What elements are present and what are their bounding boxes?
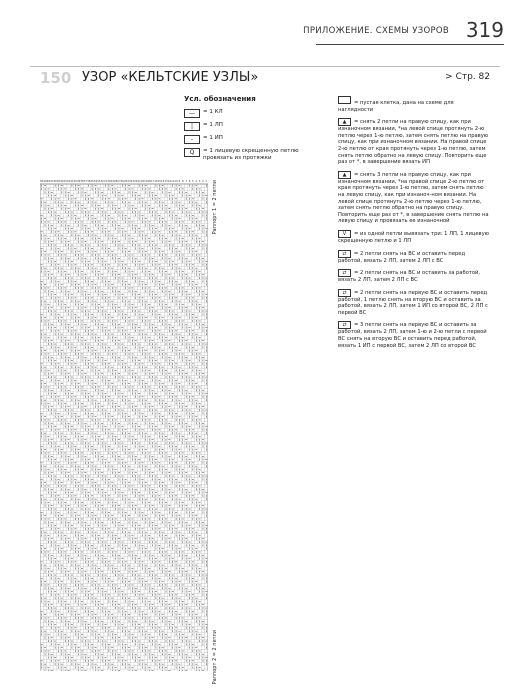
stitch-symbol-icon: ▲ [338, 118, 351, 126]
column-number: 11 [171, 180, 175, 183]
column-number: 47 [50, 180, 54, 183]
column-number: 28 [113, 180, 118, 183]
column-number: 9 [178, 180, 181, 183]
column-number: 8 [181, 180, 184, 183]
legend-item [184, 135, 324, 144]
stitch-symbol-icon: V [338, 230, 351, 238]
column-number: 18 [147, 180, 151, 183]
page-number: 319 [465, 18, 504, 42]
note-text: = 2 петли снять на ВС и оставить перед работой, вязать 2 ЛП, затем 2 ЛП с ВС [338, 250, 466, 264]
column-number: 31 [103, 180, 108, 183]
column-number: 39 [76, 180, 81, 183]
cable-symbol-icon: ⇄ [338, 289, 351, 297]
note-item [338, 250, 490, 265]
column-number: 16 [154, 180, 158, 183]
legend-text: = 1 КЛ [203, 109, 223, 115]
column-number: 6 [188, 180, 191, 183]
section-title: ПРИЛОЖЕНИЕ. СХЕМЫ УЗОРОВ [303, 26, 449, 36]
column-number: 41 [70, 180, 74, 183]
column-number: 45 [56, 180, 61, 183]
column-number: 12 [167, 180, 172, 183]
cable-symbol-icon: ⇄ [338, 269, 351, 277]
note-item [338, 230, 490, 245]
column-number: 14 [160, 180, 165, 183]
column-number: 30 [107, 180, 111, 183]
legend-text: = 1 лицевую скрещенную петлю провязать из протяжки [203, 148, 299, 161]
column-number: 49 [43, 180, 47, 183]
column-number: 37 [83, 180, 88, 183]
note-text: = снять 3 петли на правую спицу, как при изнаночном вязании, *на правой спице 2-ю петлю от края протянуть через 1-ю петлю, затем снять петлю на левую спицу, как при изнаноч-ном вязании. На левой спице протянуть 2-ю петлю через 1-ю петлю, затем снять петлю обратно на правую спицу. Повторить еще раз от *, в завершение снять петлю на левую спицу и провязать ее изнаночной [338, 171, 489, 225]
column-number: 36 [87, 180, 91, 183]
column-number: 10 [174, 180, 178, 183]
cable-symbol-icon: ⇄ [338, 250, 351, 258]
column-number: 29 [110, 180, 114, 183]
note-item [338, 96, 490, 113]
column-number: 20 [140, 180, 145, 183]
column-number: 5 [192, 180, 194, 183]
note-item [338, 269, 490, 284]
column-number: 19 [144, 180, 148, 183]
legend-item [184, 109, 324, 118]
column-number: 21 [137, 180, 141, 183]
column-number: 40 [73, 180, 77, 183]
symbol-icon: — [184, 109, 200, 118]
pattern-number: 150 [40, 69, 72, 87]
column-number: 32 [100, 180, 104, 183]
symbol-icon: - [184, 135, 200, 144]
legend-heading: Усл. обозначения [184, 95, 256, 103]
column-number: 35 [90, 180, 94, 183]
legend-text: = 1 ЛП [203, 122, 223, 128]
note-item [338, 321, 490, 349]
column-number: 33 [97, 180, 101, 183]
legend-text: = 1 ИП [203, 135, 223, 141]
column-number: 25 [124, 180, 128, 183]
note-text: = 3 петли снять на первую ВС и оставить за работой, вязать 2 ЛП, затем 1-ю и 2-ю петли с первой ВС снять на вторую ВС и оставить перед работой, вязать 1 ИП с первой ВС, затем 2 ЛП со второй ВС [338, 322, 487, 349]
cable-symbol-icon: ⇄ [338, 321, 351, 329]
column-number: 26 [120, 180, 124, 183]
legend-item [184, 148, 324, 162]
note-item [338, 171, 490, 225]
column-number: 1 [205, 180, 208, 183]
knitting-chart [40, 176, 208, 671]
column-number: 13 [164, 180, 168, 183]
column-number: 27 [117, 180, 121, 183]
column-number: 7 [185, 180, 187, 183]
note-item [338, 118, 490, 166]
column-number: 22 [134, 180, 138, 183]
column-number: 3 [198, 180, 201, 183]
column-number: 17 [150, 180, 155, 183]
note-text: = пустая клетка, дана на схеме для наглядности [338, 100, 454, 113]
header-rule [316, 44, 504, 45]
note-text: = снять 2 петли на правую спицу, как при изнаночном вязании, *на левой спице протянуть 2-ю петлю через 1-ю петлю, затем снять петлю на правую спицу, как при изнаночном вязании. На правой спице 2-ю петлю от края протянуть через 1-ю петлю, затем снять петлю обратно на левую спицу. Повторить еще раз от *, в завершение вязать ИП [338, 119, 489, 166]
column-number: 2 [202, 180, 204, 183]
page-reference-link[interactable]: > Стр. 82 [445, 72, 490, 82]
note-item [338, 289, 490, 317]
note-text: = 2 петли снять на первую ВС и оставить перед работой, 1 петлю снять на вторую ВС и оставить за работой, вязать 2 ЛП, затем 1 ИП со второй ВС, 2 ЛП с первой ВС [338, 289, 488, 316]
column-number: 42 [66, 180, 71, 183]
symbol-icon: | [184, 122, 200, 131]
column-number: 15 [157, 180, 161, 183]
pattern-title-bar [30, 66, 500, 91]
pattern-title: УЗОР «КЕЛЬТСКИЕ УЗЛЫ» [82, 70, 259, 85]
column-number: 24 [127, 180, 131, 183]
symbol-icon: Q [184, 148, 200, 157]
column-number: 4 [195, 180, 198, 183]
legend [184, 96, 324, 166]
page-header [0, 14, 524, 54]
stitch-symbol-icon: ▲ [338, 171, 351, 179]
column-number: 46 [53, 180, 57, 183]
column-number: 34 [93, 180, 98, 183]
column-number: 23 [130, 180, 135, 183]
column-number: 50 [40, 180, 44, 183]
column-number: 43 [63, 180, 67, 183]
column-number: 44 [60, 180, 64, 183]
note-text: = из одной петли вывязать три: 1 ЛП, 1 лицевую скрещенную петлю и 1 ЛП [338, 230, 490, 244]
rapport-label-bottom: Раппорт 2 = 2 петли [212, 630, 218, 685]
note-text: = 2 петли снять на ВС и оставить за работой, вязать 2 ЛП, затем 2 ЛП с ВС [338, 270, 481, 284]
rapport-label-top: Раппорт 1 = 2 петли [212, 180, 218, 235]
empty-cell-icon [338, 96, 351, 104]
column-number: 38 [80, 180, 84, 183]
legend-item [184, 122, 324, 131]
notes-column [338, 96, 490, 354]
column-number: 48 [46, 180, 51, 183]
